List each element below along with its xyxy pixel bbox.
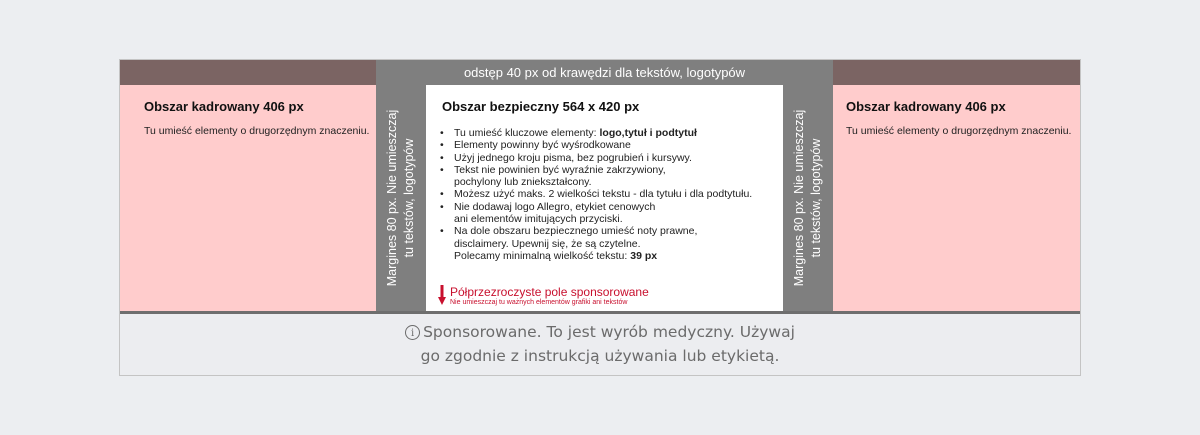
- sponsored-disclaimer-band: [120, 311, 1080, 375]
- rule-item: [438, 225, 778, 262]
- right-panel-text: Tu umieść elementy o drugorzędnym znaczeniu.: [846, 125, 1072, 137]
- left-cropped-area: [120, 85, 376, 311]
- rule-text-cont: ani elementów imitujących przyciski.: [454, 213, 623, 226]
- disclaimer-line1: [120, 320, 1080, 344]
- right-margin-line2: tu tekstów, logotypów: [809, 138, 823, 258]
- rule-text: Tekst nie powinien być wyraźnie zakrzywiony,: [454, 163, 666, 176]
- top-bar-center: [376, 60, 833, 85]
- rule-bold: logo,tytuł i podtytuł: [599, 127, 697, 139]
- rule-item: [438, 164, 778, 189]
- arrow-down-icon: [438, 285, 446, 305]
- rule-text: Nie dodawaj logo Allegro, etykiet cenowych: [454, 200, 656, 213]
- sponsored-subtitle: Nie umieszczaj tu ważnych elementów grafiki ani tekstów: [450, 299, 628, 306]
- left-panel-title: Obszar kadrowany 406 px: [144, 99, 304, 114]
- left-margin-line2: tu tekstów, logotypów: [402, 138, 416, 258]
- rule-item: [438, 139, 778, 151]
- rule-item: [438, 188, 778, 200]
- left-panel-text: Tu umieść elementy o drugorzędnym znaczeniu.: [144, 125, 370, 137]
- safe-area: [426, 85, 783, 311]
- rule-item: [438, 152, 778, 164]
- banner-template-frame: [119, 59, 1081, 376]
- left-margin-label: [384, 88, 418, 308]
- info-icon: i: [405, 325, 420, 340]
- top-bar-left: [120, 60, 376, 85]
- right-margin-column: [783, 85, 833, 311]
- rule-text-cont: disclaimery. Upewnij się, że są czytelne.: [454, 237, 641, 250]
- safe-area-title: Obszar bezpieczny 564 x 420 px: [442, 99, 640, 114]
- rules-list: [438, 127, 778, 262]
- rule-item: [438, 127, 778, 139]
- min-size-label: Polecamy minimalną wielkość tekstu:: [454, 249, 631, 262]
- rule-text: Użyj jednego kroju pisma, bez pogrubień i kursywy.: [454, 151, 692, 164]
- rule-text: Możesz użyć maks. 2 wielkości tekstu - dla tytułu i dla podtytułu.: [454, 188, 753, 201]
- right-margin-line1: Margines 80 px. Nie umieszczaj: [792, 109, 806, 287]
- top-bar-right: [833, 60, 1080, 85]
- disclaimer-text-1: Sponsorowane. To jest wyrób medyczny. Używaj: [423, 323, 795, 341]
- left-margin-line1: Margines 80 px. Nie umieszczaj: [385, 109, 399, 287]
- rule-text-cont: pochylony lub zniekształcony.: [454, 176, 592, 189]
- right-panel-title: Obszar kadrowany 406 px: [846, 99, 1006, 114]
- rule-text: Tu umieść kluczowe elementy:: [454, 127, 600, 139]
- top-margin-label: odstęp 40 px od krawędzi dla tekstów, logotypów: [463, 65, 746, 80]
- rule-text: Na dole obszaru bezpiecznego umieść noty prawne,: [454, 225, 698, 238]
- min-size-value: 39 px: [630, 249, 658, 262]
- rule-text: Elementy powinny być wyśrodkowane: [454, 139, 631, 152]
- disclaimer-line2: go zgodnie z instrukcją używania lub etykietą.: [420, 347, 780, 365]
- left-margin-column: [376, 85, 426, 311]
- right-margin-label: [791, 88, 825, 308]
- rule-item: [438, 201, 778, 226]
- sponsored-title: Półprzezroczyste pole sponsorowane: [450, 285, 649, 299]
- right-cropped-area: [833, 85, 1080, 311]
